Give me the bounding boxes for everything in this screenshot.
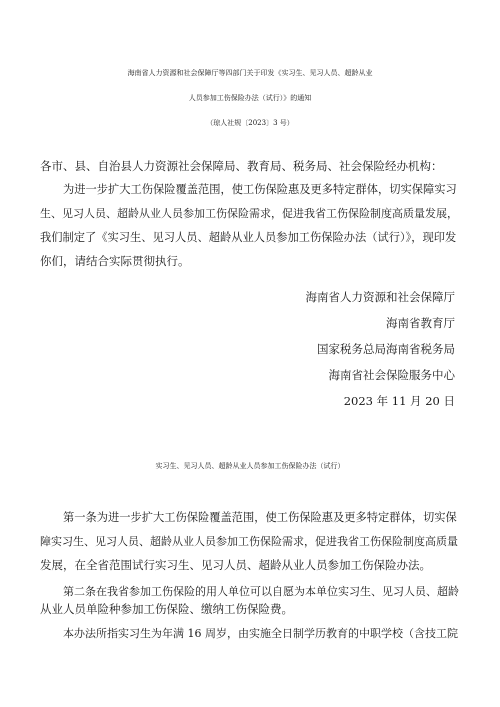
signatory: 海南省社会保险服务中心 bbox=[328, 368, 455, 382]
article-2-line: 第二条在我省参加工伤保险的用人单位可以自愿为本单位实习生、见习人员、超龄 bbox=[63, 585, 459, 598]
measures-title: 实习生、见习人员、超龄从业人员参加工伤保险办法（试行） bbox=[155, 462, 345, 470]
notice-body-line: 我们制定了《实习生、见习人员、超龄从业人员参加工伤保险办法（试行）》，现印发 bbox=[40, 231, 457, 244]
signatory: 海南省教育厅 bbox=[386, 316, 455, 330]
notice-title-line-2: 人员参加工伤保险办法（试行）》的通知 bbox=[188, 94, 312, 102]
intern-definition-line: 本办法所指实习生为年满 16 周岁，由实施全日制学历教育的中职学校（含技工院 bbox=[63, 627, 458, 640]
notice-body-line: 你们，请结合实际贯彻执行。 bbox=[40, 254, 190, 268]
signatory: 海南省人力资源和社会保障厅 bbox=[305, 290, 455, 304]
addressee: 各市、县、自治县人力资源社会保障局、教育局、税务局、社会保险经办机构： bbox=[40, 159, 443, 173]
notice-body-line: 为进一步扩大工伤保险覆盖范围，使工伤保险惠及更多特定群体，切实保障实习 bbox=[63, 183, 457, 196]
article-2-line: 从业人员单险种参加工伤保险、缴纳工伤保险费。 bbox=[40, 602, 293, 616]
notice-title-line-1: 海南省人力资源和社会保障厅等四部门关于印发《实习生、见习人员、超龄从业 bbox=[127, 69, 373, 77]
article-1-line: 障实习生、见习人员、超龄从业人员参加工伤保险需求，促进我省工伤保险制度高质量 bbox=[40, 535, 458, 548]
article-1-line: 发展，在全省范围试行实习生、见习人员、超龄从业人员参加工伤保险办法。 bbox=[40, 558, 431, 572]
doc-number: （琼人社规〔2023〕3 号） bbox=[206, 119, 294, 127]
notice-body-line: 生、见习人员、超龄从业人员参加工伤保险需求，促进我省工伤保险制度高质量发展， bbox=[40, 207, 458, 220]
issue-date: 2023 年 11 月 20 日 bbox=[343, 394, 455, 408]
signatory: 国家税务总局海南省税务局 bbox=[317, 342, 455, 356]
article-1-line: 第一条为进一步扩大工伤保险覆盖范围，使工伤保险惠及更多特定群体，切实保 bbox=[63, 511, 457, 524]
